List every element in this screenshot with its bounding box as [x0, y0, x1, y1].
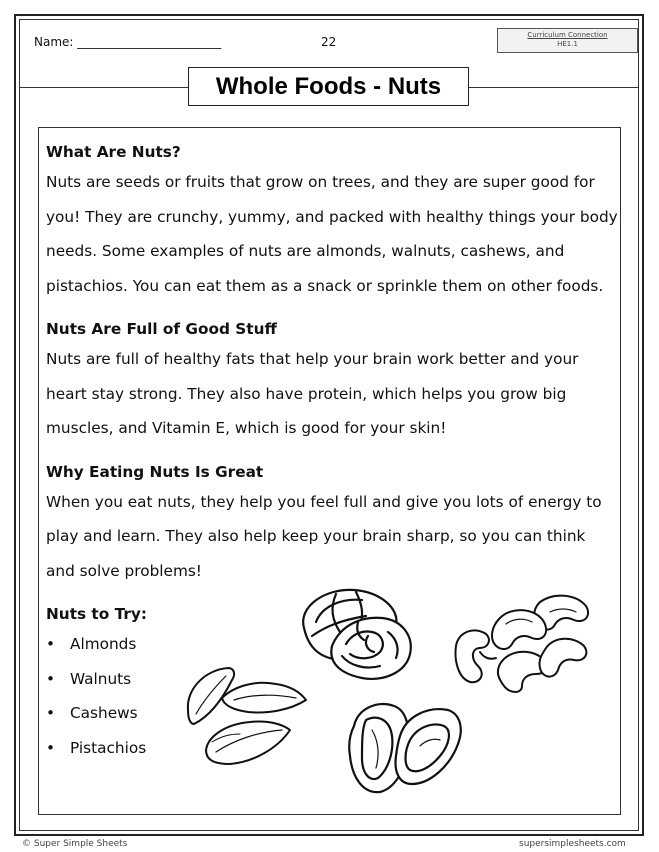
page-title: Whole Foods - Nuts — [188, 67, 469, 106]
list-item: • Almonds — [46, 627, 618, 662]
section-body: When you eat nuts, they help you feel full and give you lots of energy to play and learn. They also help keep your brain sharp, so you can think and solve problems! — [46, 492, 602, 580]
bullet-icon: • — [46, 704, 56, 723]
curriculum-title: Curriculum Connection — [527, 31, 608, 39]
section-body: Nuts are seeds or fruits that grow on trees, and they are super good for you! They are crunchy, yummy, and packed with healthy things your body needs. Some examples of nuts are almonds, walnuts, cashews, and pistachios. You can eat them as a snack or sprinkle them on other foods. — [46, 173, 618, 295]
bullet-icon: • — [46, 738, 56, 757]
section-heading: Nuts to Try: — [46, 605, 147, 623]
curriculum-connection-box — [497, 28, 638, 53]
section-why-great — [46, 461, 618, 589]
section-body: Nuts are full of healthy fats that help your brain work better and your heart stay strong. They also have protein, which helps you grow big muscles, and Vitamin E, which is good for your skin! — [46, 350, 579, 437]
curriculum-code: HE1.1 — [557, 40, 578, 48]
footer-website[interactable]: supersimplesheets.com — [519, 839, 626, 849]
cashew-icon — [450, 588, 592, 696]
list-item: • Cashews — [46, 696, 618, 731]
list-item: • Pistachios — [46, 731, 618, 766]
section-what-are-nuts — [46, 141, 618, 303]
page-number: 22 — [321, 35, 337, 49]
walnut-icon — [296, 586, 420, 686]
bullet-icon: • — [46, 669, 56, 688]
list-item: • Walnuts — [46, 662, 618, 697]
section-heading: What Are Nuts? — [46, 143, 181, 161]
pistachio-icon — [344, 696, 468, 798]
name-field[interactable]: Name: ________________________ — [34, 35, 222, 49]
almond-icon — [182, 664, 310, 776]
footer-copyright: © Super Simple Sheets — [22, 839, 128, 849]
section-good-stuff — [46, 318, 618, 446]
section-heading: Why Eating Nuts Is Great — [46, 462, 264, 481]
section-heading: Nuts Are Full of Good Stuff — [46, 320, 277, 338]
bullet-icon: • — [46, 635, 56, 653]
